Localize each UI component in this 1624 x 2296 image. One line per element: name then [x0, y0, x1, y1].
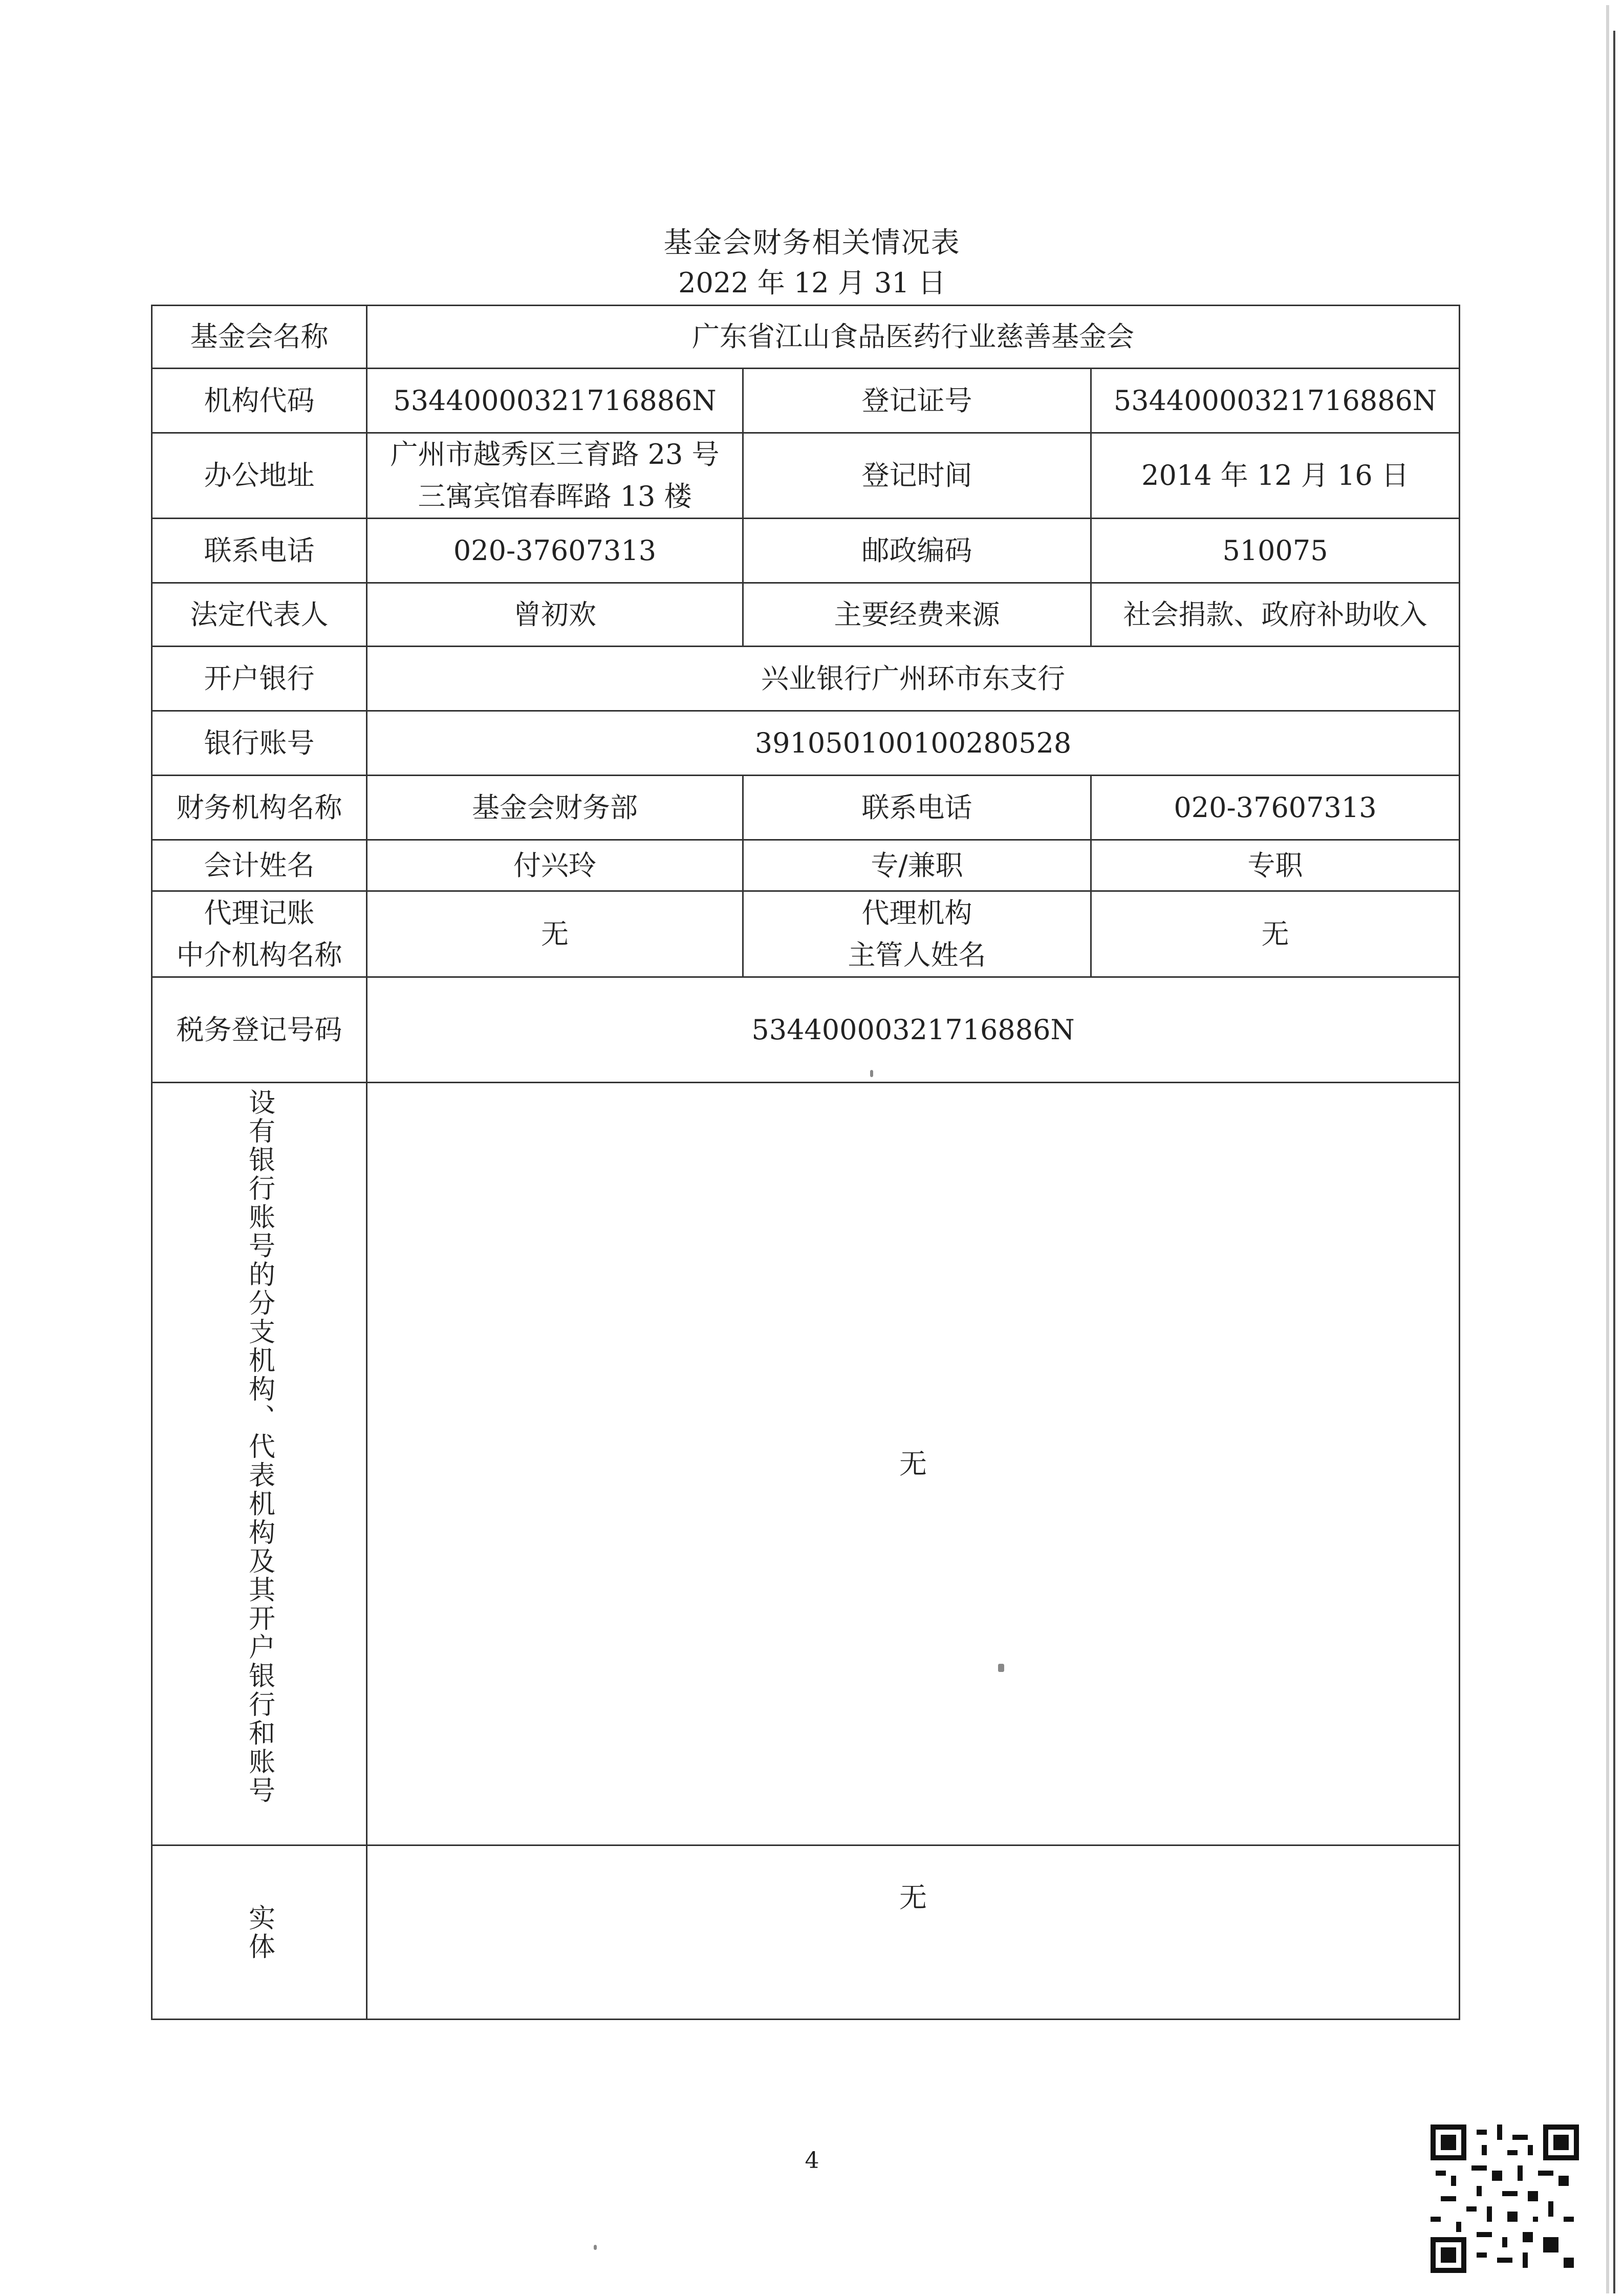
scan-speck [594, 2245, 597, 2250]
scan-edge-dark [1613, 31, 1615, 2293]
agency-label-line-2: 中介机构名称 [176, 938, 342, 971]
branches-label: 设有银行账号的分支机构、代表机构及其开户银行和账号 [244, 1088, 275, 1805]
address-label: 办公地址 [152, 433, 367, 519]
tax-number-label: 税务登记号码 [152, 977, 367, 1083]
branches-label-cell [152, 1083, 367, 1846]
account-value: 391050100100280528 [367, 711, 1460, 776]
page-title: 基金会财务相关情况表 [663, 226, 961, 260]
legal-rep-label: 法定代表人 [152, 583, 367, 647]
report-date: 2022 年 12 月 31 日 [678, 267, 946, 299]
agency-label-line-1: 代理记账 [204, 896, 315, 929]
address-line-2: 三寓宾馆春晖路 13 楼 [418, 480, 692, 512]
row-entity [152, 1846, 1460, 2020]
finance-phone-value: 020-37607313 [1091, 776, 1460, 840]
phone-label: 联系电话 [152, 519, 367, 583]
row-bank [152, 647, 1460, 711]
row-foundation-name [152, 306, 1460, 369]
funding-source-value: 社会捐款、政府补助收入 [1091, 583, 1460, 647]
row-finance-dept [152, 776, 1460, 840]
postal-code-label: 邮政编码 [743, 519, 1091, 583]
finance-info-table [151, 305, 1460, 2020]
registration-cert-value: 53440000321716886N [1091, 369, 1460, 433]
entity-label: 实体 [244, 1903, 275, 1961]
row-accountant [152, 840, 1460, 891]
bank-value: 兴业银行广州环市东支行 [367, 647, 1460, 711]
address-line-1: 广州市越秀区三育路 23 号 [390, 438, 720, 470]
entity-value: 无 [367, 1846, 1460, 2020]
scan-speck [998, 1664, 1004, 1672]
row-phone [152, 519, 1460, 583]
finance-phone-label: 联系电话 [743, 776, 1091, 840]
finance-dept-value: 基金会财务部 [367, 776, 743, 840]
row-agency [152, 891, 1460, 977]
address-value [367, 433, 743, 519]
employment-type-value: 专职 [1091, 840, 1460, 891]
finance-dept-label: 财务机构名称 [152, 776, 367, 840]
row-org-code [152, 369, 1460, 433]
branches-value: 无 [367, 1083, 1460, 1846]
foundation-name-label: 基金会名称 [152, 306, 367, 369]
account-label: 银行账号 [152, 711, 367, 776]
org-code-value: 53440000321716886N [367, 369, 743, 433]
scan-speck [870, 1070, 873, 1077]
row-branches [152, 1083, 1460, 1846]
qr-code [1431, 2125, 1579, 2273]
employment-type-label: 专/兼职 [743, 840, 1091, 891]
tax-number-value: 53440000321716886N [367, 977, 1460, 1083]
row-legal-rep [152, 583, 1460, 647]
agency-manager-label-line-1: 代理机构 [861, 896, 972, 929]
agency-value: 无 [367, 891, 743, 977]
agency-label [152, 891, 367, 977]
agency-manager-value: 无 [1091, 891, 1460, 977]
bank-label: 开户银行 [152, 647, 367, 711]
row-tax [152, 977, 1460, 1083]
page-number: 4 [805, 2148, 819, 2174]
postal-code-value: 510075 [1091, 519, 1460, 583]
agency-manager-label [743, 891, 1091, 977]
legal-rep-value: 曾初欢 [367, 583, 743, 647]
entity-label-cell [152, 1846, 367, 2020]
registration-cert-label: 登记证号 [743, 369, 1091, 433]
accountant-label: 会计姓名 [152, 840, 367, 891]
registration-date-value: 2014 年 12 月 16 日 [1091, 433, 1460, 519]
foundation-name-value: 广东省江山食品医药行业慈善基金会 [367, 306, 1460, 369]
scan-edge [1606, 5, 1609, 2293]
row-address [152, 433, 1460, 519]
row-account [152, 711, 1460, 776]
phone-value: 020-37607313 [367, 519, 743, 583]
org-code-label: 机构代码 [152, 369, 367, 433]
registration-date-label: 登记时间 [743, 433, 1091, 519]
accountant-value: 付兴玲 [367, 840, 743, 891]
agency-manager-label-line-2: 主管人姓名 [848, 938, 986, 971]
funding-source-label: 主要经费来源 [743, 583, 1091, 647]
